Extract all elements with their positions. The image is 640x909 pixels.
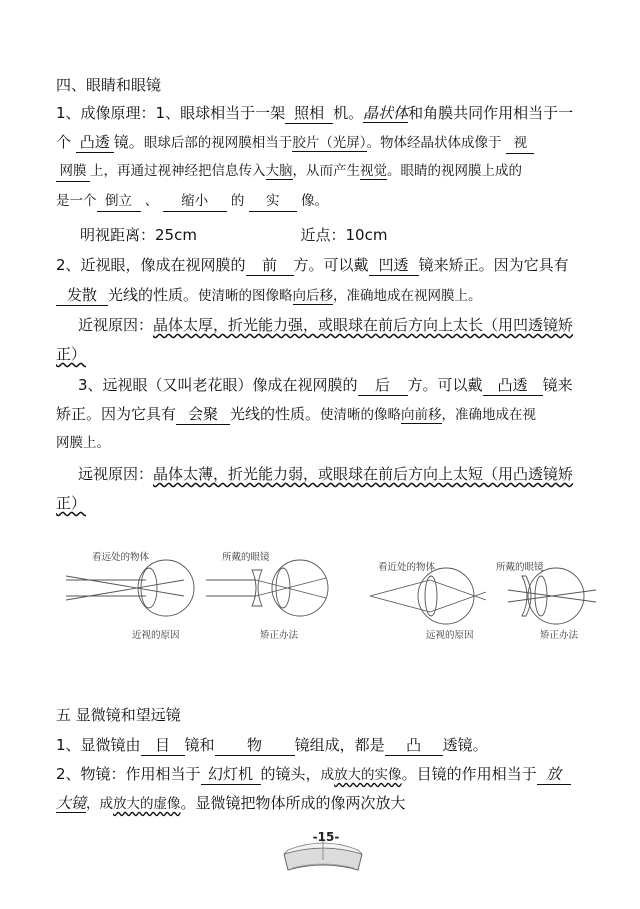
caption-hyperopia-cause: 远视的原因	[426, 630, 474, 641]
book-icon	[278, 820, 368, 876]
page-number: -15-	[312, 830, 340, 844]
blank-enlarged-virtual: 放大的虚像	[113, 796, 181, 812]
caption-myopia-fix: 矫正办法	[260, 630, 299, 641]
blank-behind: 后	[358, 376, 408, 396]
paragraph-myopia: 2、近视眼，像成在视网膜的 前 方。可以戴 凹透 镜来矫正。因为它具有	[56, 256, 569, 274]
blank-film: 胶片（光屏）	[292, 135, 367, 151]
blank-eyepiece: 目	[141, 736, 185, 756]
blank-inverted: 倒立	[97, 192, 141, 212]
blank-concave: 凹透	[369, 256, 419, 276]
label-glasses-1: 所戴的眼镜	[222, 552, 270, 563]
section-title-microscope: 五 显微镜和望远镜	[56, 706, 181, 724]
label-glasses-2: 所戴的眼镜	[496, 562, 544, 573]
caption-hyperopia-fix: 矫正办法	[540, 630, 579, 641]
blank-convex-lens: 凸	[385, 736, 443, 756]
myopia-correction	[206, 560, 328, 616]
hyperopia-correction	[508, 568, 596, 624]
paragraph-hyperopia-3: 网膜上。	[56, 435, 110, 451]
blank-forward: 向前移	[401, 407, 442, 423]
blank-retina-a: 视	[506, 134, 534, 154]
blank-objective: 物	[215, 736, 295, 756]
paragraph-microscope-1: 1、显微镜由 目 镜和 物 镜组成，都是 凸 透镜。	[56, 736, 488, 754]
blank-camera: 照相	[285, 104, 333, 124]
myopia-eye	[66, 560, 194, 616]
blank-magnifier-b: 大镜	[56, 794, 87, 812]
blank-front: 前	[246, 256, 294, 276]
paragraph-myopia-2: 发散 光线的性质。使清晰的图像略向后移，准确地成在视网膜上。	[56, 284, 604, 307]
blank-convex-2: 凸透	[483, 376, 543, 396]
blank-crystalline-lens: 晶状体	[363, 104, 409, 122]
paragraph-microscope-2: 2、物镜：作用相当于 幻灯机 的镜头，成放大的实像。目镜的作用相当于 放	[56, 763, 604, 786]
blank-backward: 向后移	[292, 288, 334, 304]
near-point: 近点：10cm	[300, 226, 388, 244]
blank-brain: 大脑	[265, 163, 293, 179]
paragraph-line-3: 网膜 上，再通过视神经把信息传入大脑，从而产生视觉。眼睛的视网膜上成的	[56, 160, 604, 182]
label-far-object: 看远处的物体	[92, 552, 150, 563]
blank-reduced: 缩小	[163, 192, 227, 212]
paragraph-line-2: 个 凸透 镜。眼球后部的视网膜相当于胶片（光屏）。物体经晶状体成像于 视	[56, 131, 604, 154]
paragraph-microscope-3: 大镜，成放大的虚像。显微镜把物体所成的像两次放大	[56, 794, 406, 812]
blank-retina-b: 网膜	[56, 162, 90, 182]
paragraph-hyperopia-2: 矫正。因为它具有 会聚 光线的性质。使清晰的像略向前移，准确地成在视	[56, 405, 537, 423]
blank-enlarged-real: 放大的实像	[334, 767, 402, 783]
blank-real: 实	[249, 192, 297, 212]
blank-projector: 幻灯机	[201, 765, 261, 785]
clear-vision-distance: 明视距离：25cm	[80, 226, 197, 244]
blank-converge: 会聚	[176, 405, 230, 425]
paragraph-hyperopia: 3、远视眼（又叫老花眼）像成在视网膜的 后 方。可以戴 凸透 镜来	[78, 376, 573, 394]
paragraph-imaging-principle: 1、成像原理：1、眼球相当于一架 照相 机。晶状体和角膜共同作用相当于一	[56, 104, 574, 122]
eye-diagram	[56, 548, 596, 648]
blank-convex: 凸透	[76, 133, 114, 153]
hyperopia-cause-cont: 正）	[56, 494, 87, 512]
caption-myopia-cause: 近视的原因	[132, 630, 180, 641]
section-title-eyes: 四、眼睛和眼镜	[56, 76, 162, 94]
distance-line	[80, 224, 628, 246]
hyperopia-cause: 远视原因：晶体太薄，折光能力弱，或眼球在前后方向上太短（用凸透镜矫	[78, 465, 574, 483]
paragraph-line-4: 是一个 倒立 、 缩小 的 实 像。	[56, 190, 604, 212]
blank-vision: 视觉	[360, 163, 387, 179]
blank-magnifier-a: 放	[537, 765, 571, 785]
hyperopia-eye	[370, 568, 486, 624]
label-near-object: 看近处的物体	[378, 562, 436, 573]
myopia-cause: 近视原因：晶体太厚，折光能力强，或眼球在前后方向上太长（用凹透镜矫	[78, 316, 574, 334]
myopia-cause-cont: 正）	[56, 345, 87, 363]
blank-diverge: 发散	[56, 286, 108, 306]
